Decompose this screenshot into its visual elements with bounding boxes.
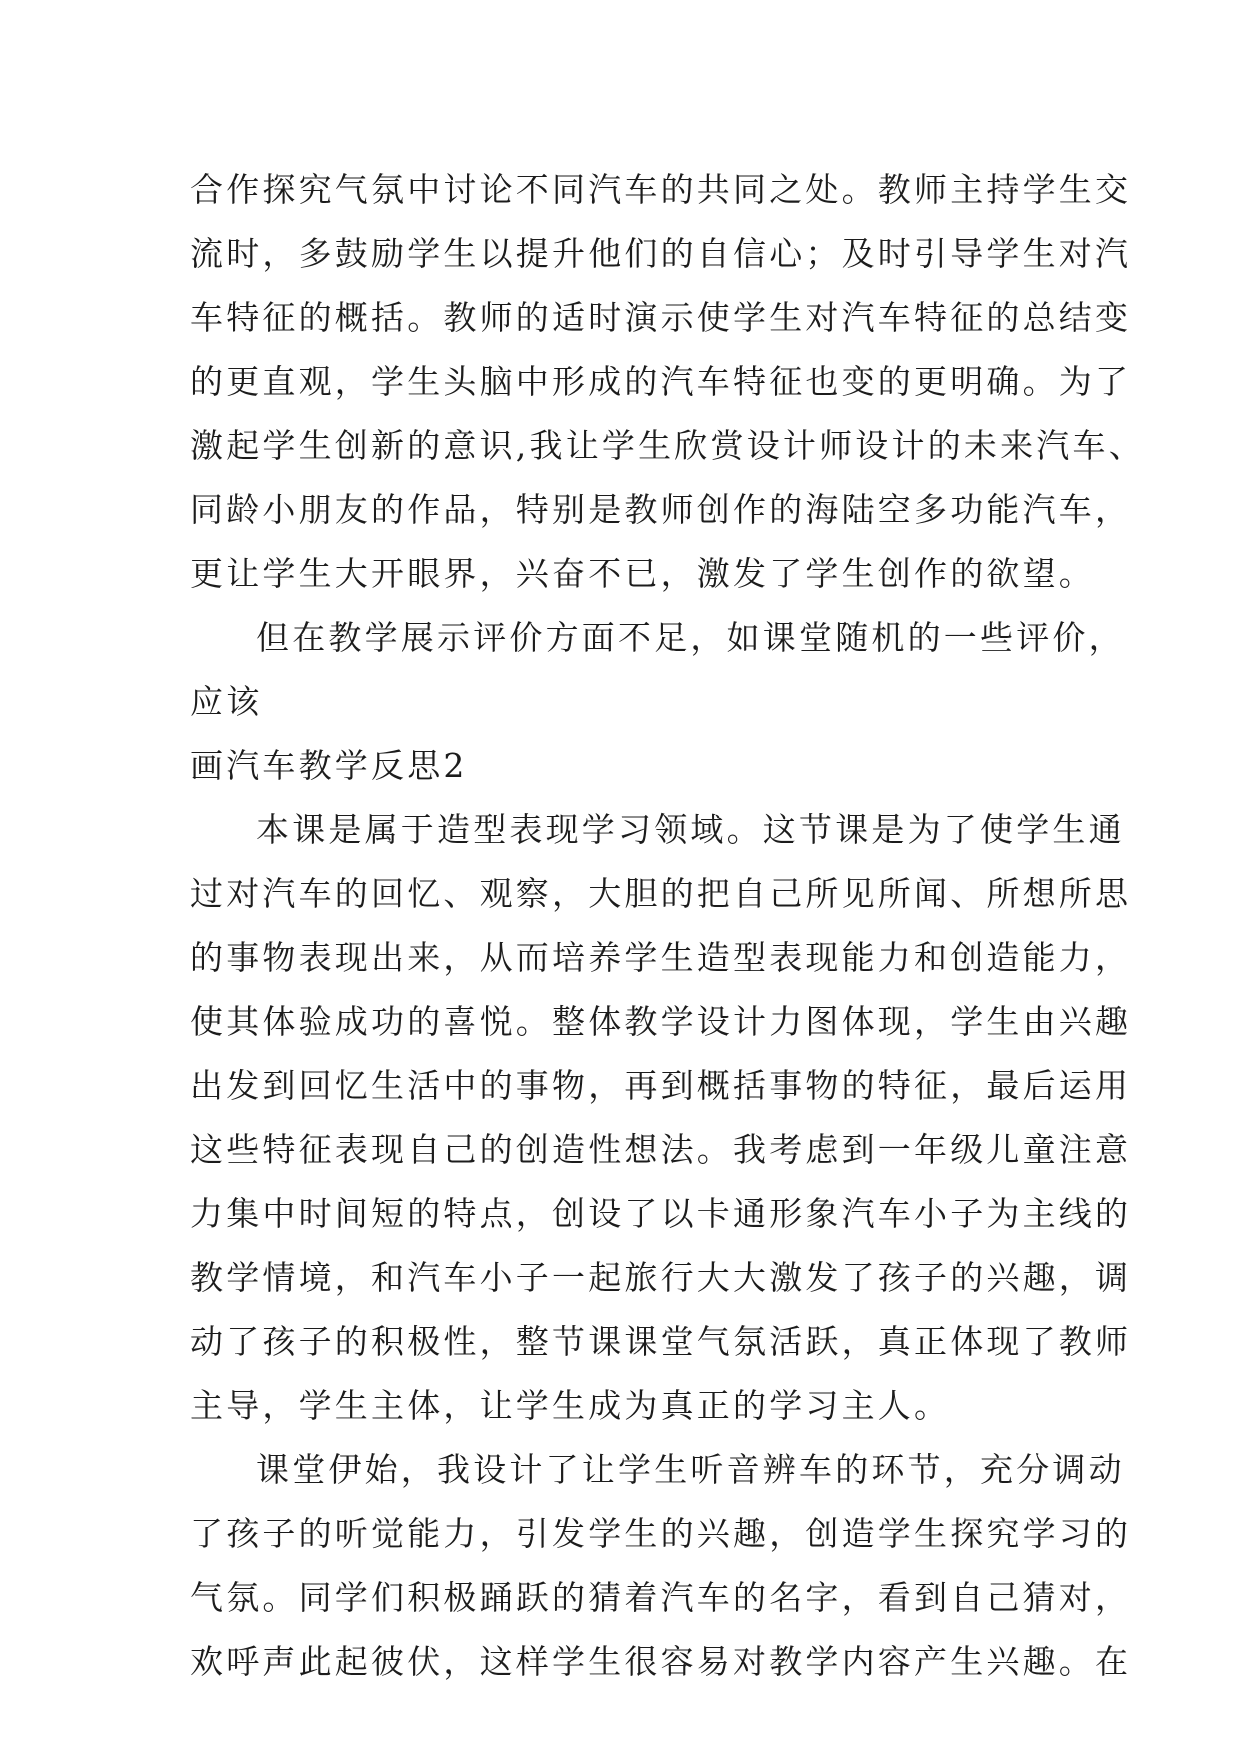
- text-line: 流时，多鼓励学生以提升他们的自信心；及时引导学生对汽: [190, 234, 1132, 273]
- text-line: 动了孩子的积极性，整节课课堂气氛活跃，真正体现了教师: [190, 1322, 1132, 1361]
- paragraph: [190, 158, 1145, 606]
- text-line: 同龄小朋友的作品，特别是教师创作的海陆空多功能汽车，: [190, 490, 1132, 529]
- text-line: 车特征的概括。教师的适时演示使学生对汽车特征的总结变: [190, 298, 1132, 337]
- text-line: 过对汽车的回忆、观察，大胆的把自己所见所闻、所想所思: [190, 874, 1132, 913]
- text-line: 但在教学展示评价方面不足，如课堂随机的一些评价，: [256, 618, 1125, 657]
- paragraph: [190, 606, 1125, 734]
- text-line: 欢呼声此起彼伏，这样学生很容易对教学内容产生兴趣。在: [190, 1642, 1132, 1681]
- text-line: 激起学生创新的意识,我让学生欣赏设计师设计的未来汽车、: [190, 426, 1145, 465]
- text-line: 气氛。同学们积极踊跃的猜着汽车的名字，看到自己猜对，: [190, 1578, 1132, 1617]
- section-heading: 画汽车教学反思2: [190, 746, 468, 785]
- text-line: 的更直观，学生头脑中形成的汽车特征也变的更明确。为了: [190, 362, 1132, 401]
- text-line: 合作探究气氛中讨论不同汽车的共同之处。教师主持学生交: [190, 170, 1132, 209]
- text-line: 使其体验成功的喜悦。整体教学设计力图体现，学生由兴趣: [190, 1002, 1132, 1041]
- text-line: 应该: [190, 682, 263, 721]
- text-line: 力集中时间短的特点，创设了以卡通形象汽车小子为主线的: [190, 1194, 1132, 1233]
- text-line: 教学情境，和汽车小子一起旅行大大激发了孩子的兴趣，调: [190, 1258, 1132, 1297]
- text-line: 了孩子的听觉能力，引发学生的兴趣，创造学生探究学习的: [190, 1514, 1132, 1553]
- text-line: 本课是属于造型表现学习领域。这节课是为了使学生通: [256, 810, 1125, 849]
- text-line: 的事物表现出来，从而培养学生造型表现能力和创造能力，: [190, 938, 1132, 977]
- text-line: 主导，学生主体，让学生成为真正的学习主人。: [190, 1386, 951, 1425]
- paragraph: [190, 798, 1132, 1438]
- text-line: 更让学生大开眼界，兴奋不已，激发了学生创作的欲望。: [190, 554, 1095, 593]
- text-line: 出发到回忆生活中的事物，再到概括事物的特征，最后运用: [190, 1066, 1132, 1105]
- document-body: [190, 158, 1145, 1694]
- text-line: 课堂伊始，我设计了让学生听音辨车的环节，充分调动: [256, 1450, 1125, 1489]
- text-line: 这些特征表现自己的创造性想法。我考虑到一年级儿童注意: [190, 1130, 1132, 1169]
- paragraph: [190, 1438, 1132, 1694]
